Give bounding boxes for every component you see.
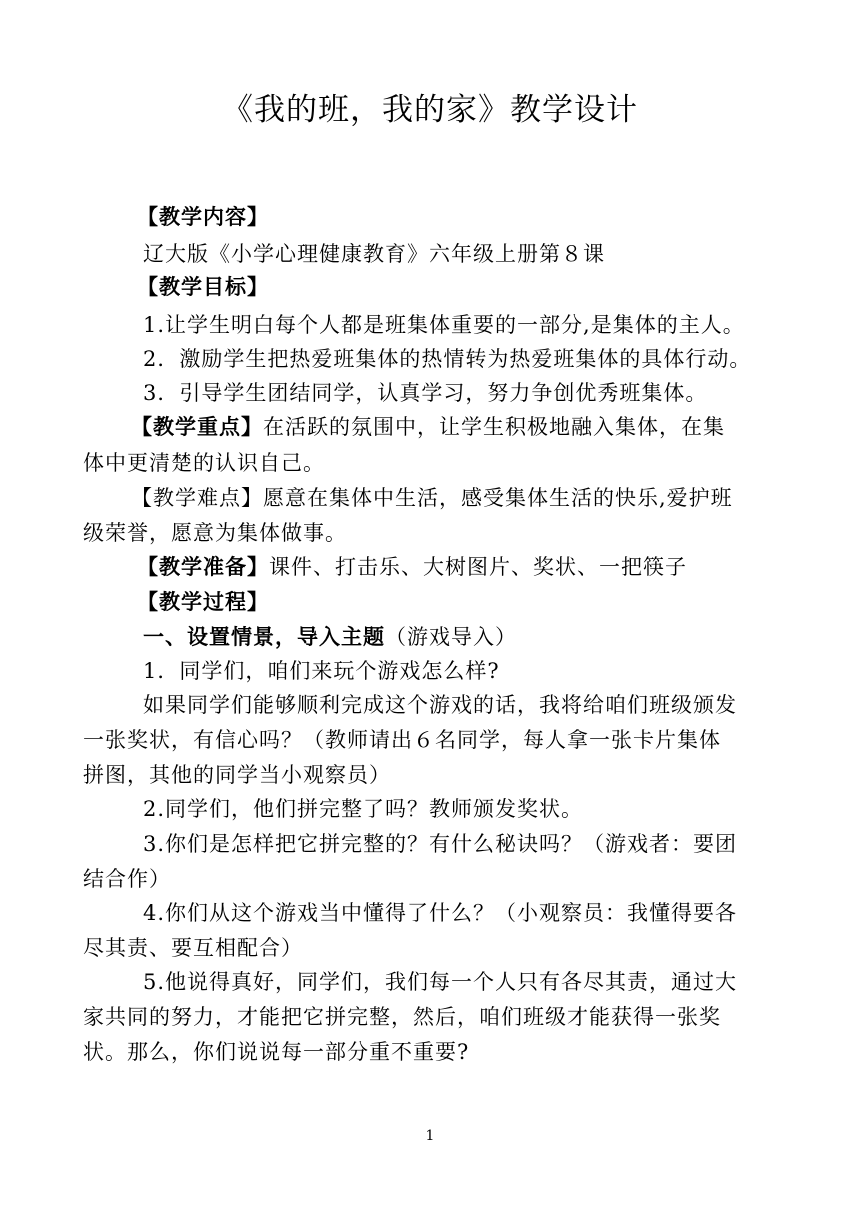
paragraph-4-line-2: 结合作） [83, 867, 171, 891]
paragraph-4-line-1: 3.你们是怎样把它拼完整的？有什么秘诀吗？（游戏者：要团 [143, 832, 738, 856]
preparation-line: 【教学准备】课件、打击乐、大树图片、奖状、一把筷子 [137, 555, 687, 579]
process-heading: 【教学过程】 [137, 590, 269, 614]
paragraph-5-line-2: 尽其责、要互相配合） [83, 936, 303, 960]
key-point-line-2: 体中更清楚的认识自己。 [83, 451, 325, 475]
paragraph-5-line-1: 4.你们从这个游戏当中懂得了什么？（小观察员：我懂得要各 [143, 901, 738, 925]
goal-item-1: 1.让学生明白每个人都是班集体重要的一部分,是集体的主人。 [143, 313, 745, 337]
goal-item-2: 2．激励学生把热爱班集体的热情转为热爱班集体的具体行动。 [143, 347, 752, 371]
key-point-line-1: 【教学重点】在活跃的氛围中，让学生积极地融入集体，在集 [131, 415, 725, 439]
paragraph-6-line-2: 家共同的努力，才能把它拼完整，然后，咱们班级才能获得一张奖 [83, 1005, 721, 1029]
paragraph-1: 1．同学们，咱们来玩个游戏怎么样? [143, 659, 500, 683]
content-text: 辽大版《小学心理健康教育》六年级上册第８课 [143, 242, 605, 266]
section-1-heading: 一、设置情景，导入主题（游戏导入） [143, 625, 517, 649]
goals-heading: 【教学目标】 [137, 275, 269, 299]
document-title: 《我的班，我的家》教学设计 [222, 92, 638, 128]
difficulty-line-2: 级荣誉，愿意为集体做事。 [83, 521, 347, 545]
content-heading: 【教学内容】 [137, 205, 269, 229]
paragraph-3: 2.同学们，他们拼完整了吗？教师颁发奖状。 [143, 797, 584, 821]
goal-item-3: 3．引导学生团结同学，认真学习，努力争创优秀班集体。 [143, 381, 708, 405]
paragraph-2-line-2: 一张奖状，有信心吗？（教师请出６名同学，每人拿一张卡片集体 [83, 728, 721, 752]
paragraph-2-line-1: 如果同学们能够顺利完成这个游戏的话，我将给咱们班级颁发 [143, 693, 737, 717]
paragraph-6-line-1: 5.他说得真好，同学们，我们每一个人只有各尽其责，通过大 [143, 970, 738, 994]
paragraph-2-line-3: 拼图，其他的同学当小观察员） [83, 763, 391, 787]
paragraph-6-line-3: 状。那么，你们说说每一部分重不重要? [83, 1040, 470, 1064]
page-number: 1 [425, 1128, 435, 1144]
difficulty-line-1: 【教学难点】愿意在集体中生活，感受集体生活的快乐,爱护班 [131, 486, 733, 510]
